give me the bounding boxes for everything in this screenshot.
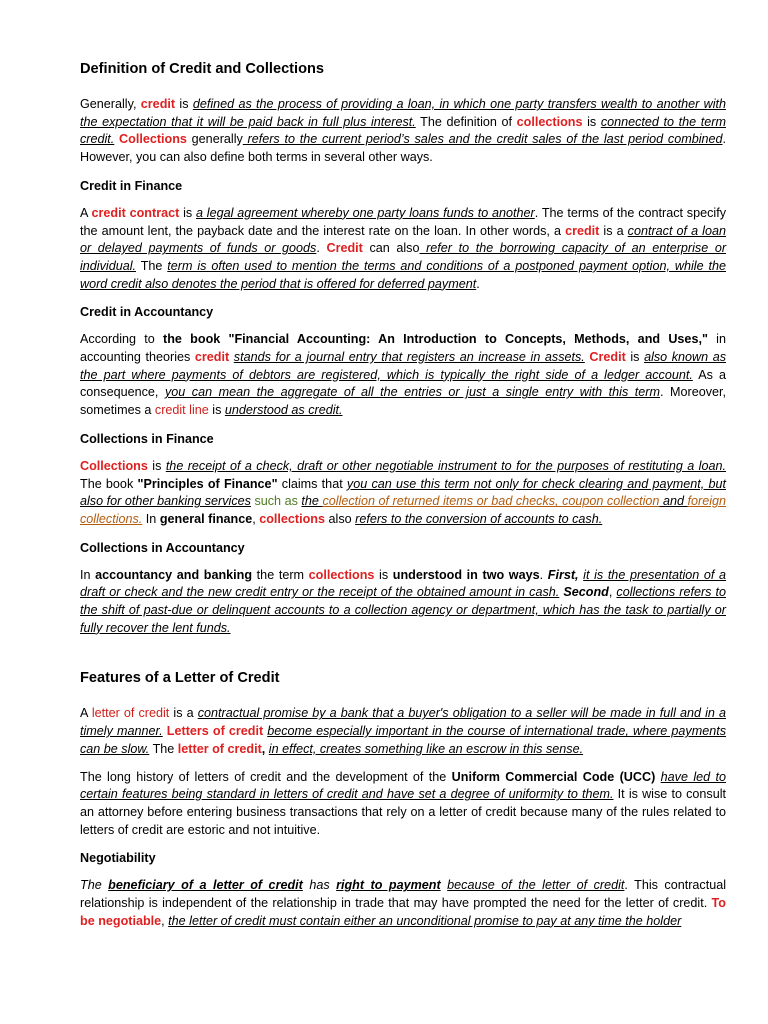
text-run: credit [565, 223, 600, 238]
text-run: First, [547, 567, 579, 582]
text-run: can also [362, 241, 420, 256]
text-run: "Principles of Finance" [137, 476, 278, 491]
text-run: . [316, 241, 327, 256]
text-run: credit [194, 350, 230, 365]
text-run: is [179, 205, 196, 220]
text-run: Second [563, 585, 609, 600]
text-run: contractual promise by a bank that a buyer's obligation to a seller will be made in full and in a timely manner. [80, 706, 726, 739]
text-run: refers to the current period’s sales and the credit sales of the last period combined [242, 132, 723, 147]
text-run: contract of a loan or delayed payments of funds or goods [80, 223, 726, 256]
text-run: because of the letter of credit [447, 878, 625, 893]
text-run: is [208, 403, 225, 418]
text-run: . [539, 567, 548, 582]
text-run: The definition of [415, 114, 517, 129]
text-run: . Moreover, sometimes a [80, 385, 727, 418]
text-run: letter of credit [177, 741, 262, 756]
text-run: , [252, 511, 260, 526]
text-run: in accounting theories [80, 332, 726, 365]
text-run: you can use this term not only for check clearing and payment, but also for other banking services [80, 476, 726, 509]
text-run: a legal agreement whereby one party loans funds to another [196, 205, 535, 220]
text-run: claims that [277, 476, 347, 491]
text-run: stands for a journal entry that registers an increase in assets. [233, 350, 585, 365]
text-run: Uniform Commercial Code (UCC) [451, 769, 656, 784]
text-run: refer to the borrowing capacity of an enterprise or individual. [80, 241, 727, 273]
text-run: term is often used to mention the terms and conditions of a postponed payment option, while the word credit also denotes the period that is offered for deferred payment [80, 258, 726, 291]
heading-collections-in-finance: Collections in Finance [80, 431, 214, 446]
paragraph-collections-finance [80, 458, 726, 529]
text-run: . [476, 276, 480, 291]
text-run: become especially important in the course of international trade, where payments can be slow. [80, 724, 726, 756]
heading-negotiability: Negotiability [80, 851, 156, 866]
paragraph-collections-accountancy [80, 567, 726, 638]
text-run: understood in two ways [392, 567, 540, 582]
text-run: , [161, 913, 169, 928]
text-run: The long history of letters of credit and the development of the [80, 769, 452, 784]
text-run: . This contractual relationship is independent of the relationship in trade that may have prompted the need for the letter of credit. [80, 878, 726, 911]
text-run: collections [259, 511, 326, 526]
text-run: generally [186, 132, 243, 147]
text-run: accountancy and banking [95, 567, 253, 582]
text-run: you can mean the aggregate of all the entries or just a single entry with this term [164, 385, 660, 400]
text-run: in effect, creates something like an escrow in this sense. [268, 741, 584, 756]
heading-collections-in-accountancy: Collections in Accountancy [80, 540, 245, 555]
doc-title-features: Features of a Letter of Credit [80, 670, 280, 687]
text-run: and [659, 494, 688, 509]
text-run: foreign collections. [80, 494, 727, 526]
text-run: also [325, 511, 356, 526]
text-run: Letters of credit [166, 724, 264, 739]
text-run: collections [516, 114, 583, 129]
paragraph-definition [80, 96, 726, 167]
doc-title: Definition of Credit and Collections [80, 61, 325, 77]
text-run: the receipt of a check, draft or other negotiable instrument to for the purposes of restituting a loan. [165, 458, 726, 473]
text-run: collections [308, 567, 375, 582]
text-run: The [136, 258, 168, 273]
text-run: is [175, 97, 193, 111]
heading-credit-in-finance: Credit in Finance [80, 178, 183, 193]
text-run: A [80, 706, 92, 721]
text-run: the book "Financial Accounting: An Introduction to Concepts, Methods, and Uses," [163, 332, 708, 347]
text-run: refers to the conversion of accounts to cash. [355, 511, 603, 526]
text-run: Collections [80, 458, 148, 473]
text-run: is a [169, 706, 198, 721]
text-run: According to [80, 332, 164, 347]
text-run: Collections [119, 132, 187, 147]
paragraph-credit-finance [80, 205, 726, 294]
text-run: right to payment [336, 878, 441, 893]
text-run: it is the presentation of a draft or check and the new credit entry or the receipt of the obtained amount in cash. [80, 567, 727, 600]
text-run: To be negotiable [80, 896, 726, 928]
text-run: It is wise to consult an attorney before entering business transactions that rely on a letter of credit because many of the rules related to letters of credit are estoric and not intuitive. [80, 787, 727, 837]
text-run: defined as the process of providing a loan, in which one party transfers wealth to another with the expectation that it will be paid back in full plus interest. [80, 97, 726, 129]
text-run: is [582, 114, 601, 129]
text-run: such as [254, 494, 298, 509]
text-run: As a consequence, [80, 367, 726, 400]
text-run: credit [140, 97, 176, 111]
heading-credit-in-accountancy: Credit in Accountancy [80, 305, 214, 320]
paragraph-negotiability [80, 877, 726, 930]
text-run: collection of returned items or bad checks, coupon collection [322, 494, 660, 509]
text-run: Credit [589, 350, 626, 365]
text-run: The book [80, 476, 138, 491]
text-run: connected to the term credit. [80, 114, 726, 147]
text-run: , [608, 585, 617, 600]
text-run: understood as credit. [224, 403, 343, 418]
text-run: have led to certain features being standard in letters of credit and have set a degree of uniformity to them. [80, 769, 726, 802]
text-run: has [302, 878, 337, 893]
text-run: The [149, 741, 178, 756]
text-run: the term [252, 567, 309, 582]
text-run: The [80, 878, 109, 893]
text-run: letter of credit [91, 706, 170, 721]
text-run: collections refers to the shift of past-due or delinquent accounts to a collection agency or department, which has the task to partially or fully recover the lent funds. [80, 585, 727, 635]
text-run: is [374, 567, 393, 582]
text-run: A [80, 205, 92, 220]
text-run: credit line [154, 403, 209, 418]
text-run: also known as the part where payments of debtors are registered, which is typically the right side of a ledger account. [80, 350, 727, 382]
paragraph-ucc [80, 769, 726, 840]
text-run: In [80, 567, 96, 582]
text-run: general finance [159, 511, 253, 526]
text-run: . However, you can also define both terms in several other ways. [80, 132, 727, 165]
text-run: is a [599, 223, 628, 238]
text-run: Credit [326, 241, 363, 256]
paragraph-letter-of-credit [80, 705, 726, 758]
text-run: the letter of credit must contain either an unconditional promise to pay at any time the holder [168, 913, 682, 928]
text-run: beneficiary of a letter of credit [108, 878, 303, 893]
text-run: is [625, 350, 645, 365]
text-run: , [261, 741, 266, 756]
text-run: In [142, 511, 160, 526]
text-run: the [301, 494, 323, 509]
paragraph-credit-accountancy [80, 331, 726, 420]
text-run: . The terms of the contract specify the amount lent, the payback date and the interest rate on the loan. In other words, a [80, 205, 726, 238]
text-run: Generally, [80, 97, 141, 111]
text-run: credit contract [91, 205, 180, 220]
text-run: is [147, 458, 166, 473]
